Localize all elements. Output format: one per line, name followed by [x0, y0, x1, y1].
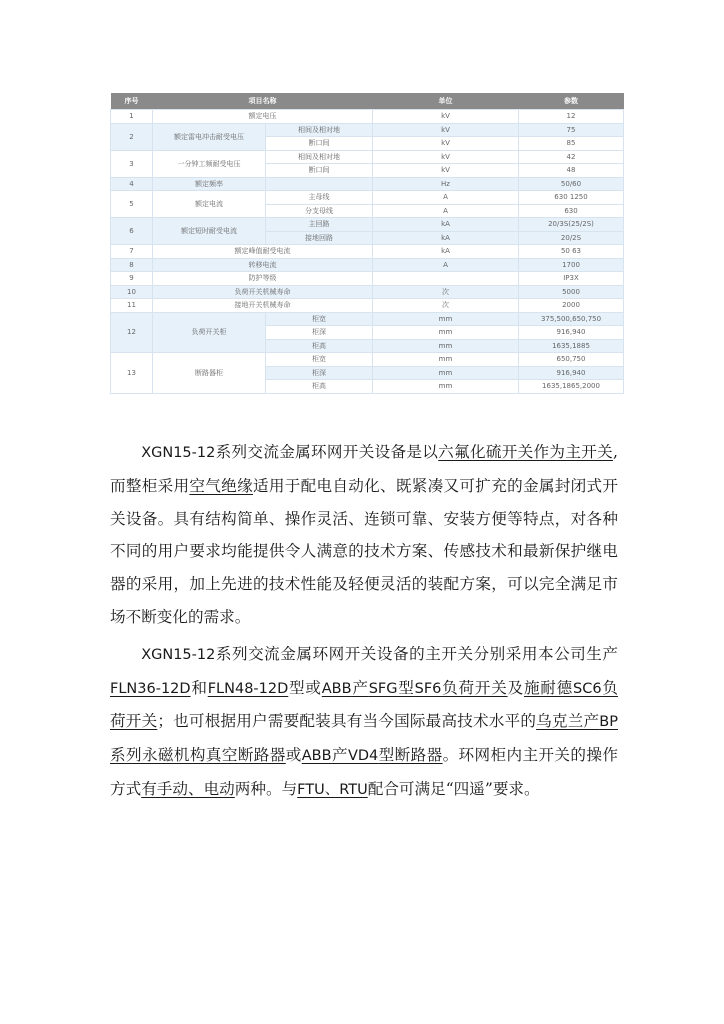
row-name: 额定峰值耐受电流: [153, 245, 373, 259]
row-subname: 主母线: [266, 191, 373, 205]
underlined-term: VD4: [347, 748, 379, 765]
table-row: [111, 299, 624, 313]
row-value: 5000: [519, 285, 624, 299]
row-value: 1635,1885: [519, 339, 624, 353]
row-unit: mm: [373, 366, 519, 380]
row-no: 7: [111, 245, 153, 259]
row-unit: Hz: [373, 177, 519, 191]
row-value: 75: [519, 123, 624, 137]
table-row: [111, 150, 624, 164]
row-unit: mm: [373, 380, 519, 394]
description-text: [110, 436, 618, 807]
row-no: 3: [111, 150, 153, 177]
row-name: 接地开关机械寿命: [153, 299, 373, 313]
row-subname: 柜宽: [266, 353, 373, 367]
row-no: 12: [111, 312, 153, 353]
row-value: 916,940: [519, 326, 624, 340]
row-value: 85: [519, 137, 624, 151]
row-subname: 断口间: [266, 164, 373, 178]
row-name: 额定雷电冲击耐受电压: [153, 123, 266, 150]
row-no: 5: [111, 191, 153, 218]
row-value: 20/2S: [519, 231, 624, 245]
text-span: ,而整柜采用: [110, 443, 618, 495]
row-value: 1635,1865,2000: [519, 380, 624, 394]
text-span: 和: [190, 678, 208, 697]
row-unit: mm: [373, 312, 519, 326]
underlined-term: FTU、RTU: [297, 781, 368, 798]
row-name: 断路器柜: [153, 353, 266, 394]
underlined-term: SC6: [573, 680, 602, 697]
table-row: [111, 245, 624, 259]
row-name: 额定频率: [153, 177, 266, 191]
text-span: XGN15-12: [141, 445, 216, 461]
table-row: [111, 258, 624, 272]
row-name: 额定短时耐受电流: [153, 218, 266, 245]
row-unit: kV: [373, 123, 519, 137]
underlined-term: 型断路器: [378, 746, 443, 765]
text-span: 或: [285, 746, 302, 765]
underlined-term: FLN48-12D: [207, 680, 289, 697]
row-no: 11: [111, 299, 153, 313]
row-value: 1700: [519, 258, 624, 272]
row-subname: 接地回路: [266, 231, 373, 245]
underlined-term: 有手动、电动: [141, 779, 235, 798]
row-subname: 柜高: [266, 339, 373, 353]
row-unit: kV: [373, 137, 519, 151]
row-no: 9: [111, 272, 153, 286]
table-row: [111, 312, 624, 326]
row-subname: 柜深: [266, 366, 373, 380]
row-subname: 相间及相对地: [266, 150, 373, 164]
row-unit: mm: [373, 339, 519, 353]
text-span: 及: [507, 678, 524, 697]
row-unit: kA: [373, 245, 519, 259]
row-no: 8: [111, 258, 153, 272]
row-unit: 次: [373, 299, 519, 313]
row-no: 13: [111, 353, 153, 394]
row-unit: A: [373, 204, 519, 218]
underlined-term: 负荷开关: [441, 678, 508, 697]
underlined-term: 施耐德: [523, 678, 574, 697]
underlined-term: 空气绝缘: [189, 476, 253, 495]
row-value: 48: [519, 164, 624, 178]
row-subname: 分支母线: [266, 204, 373, 218]
header-unit: 单位: [373, 93, 519, 110]
row-name: 一分钟工频耐受电压: [153, 150, 266, 177]
row-subname: [266, 177, 373, 191]
row-value: 916,940: [519, 366, 624, 380]
paragraph-intro: [110, 436, 618, 634]
row-unit: kA: [373, 231, 519, 245]
row-value: 375,500,650,750: [519, 312, 624, 326]
row-value: 42: [519, 150, 624, 164]
row-name: 负荷开关机械寿命: [153, 285, 373, 299]
underlined-term: 系列永磁机构真空断路器: [110, 746, 286, 765]
row-no: 1: [111, 110, 153, 124]
row-subname: 主回路: [266, 218, 373, 232]
row-no: 6: [111, 218, 153, 245]
table-row: [111, 177, 624, 191]
text-span: 系列交流金属环网开关设备的主开关分别采用本公司生产: [215, 644, 618, 663]
underlined-term: 产: [351, 678, 369, 697]
text-span: 型或: [288, 678, 322, 697]
row-unit: kA: [373, 218, 519, 232]
row-subname: 柜宽: [266, 312, 373, 326]
text-span: 两种。与: [234, 779, 298, 798]
header-value: 参数: [519, 93, 624, 110]
row-unit: kV: [373, 150, 519, 164]
text-span: 。环网柜内主开关的操作方式: [110, 746, 618, 798]
row-value: 630 1250: [519, 191, 624, 205]
row-value: IP3X: [519, 272, 624, 286]
row-name: 额定电流: [153, 191, 266, 218]
underlined-term: SF6: [414, 680, 442, 697]
row-unit: A: [373, 191, 519, 205]
row-unit: mm: [373, 353, 519, 367]
table-row: [111, 191, 624, 205]
underlined-term: 产: [331, 746, 348, 765]
underlined-term: 负荷开关: [110, 678, 618, 731]
row-name: 额定电压: [153, 110, 373, 124]
row-unit: 次: [373, 285, 519, 299]
underlined-term: 乌克兰产: [536, 712, 600, 731]
text-span: XGN15-12: [141, 646, 216, 663]
row-subname: 柜深: [266, 326, 373, 340]
row-subname: 柜高: [266, 380, 373, 394]
row-no: 4: [111, 177, 153, 191]
row-value: 50/60: [519, 177, 624, 191]
underlined-term: ABB: [321, 680, 352, 697]
row-unit: A: [373, 258, 519, 272]
underlined-term: FLN36-12D: [110, 680, 191, 697]
row-unit: mm: [373, 326, 519, 340]
row-value: 630: [519, 204, 624, 218]
text-span: 配合可满足“四遥”要求。: [367, 779, 540, 798]
table-row: [111, 110, 624, 124]
row-subname: 相间及相对地: [266, 123, 373, 137]
row-name: 防护等级: [153, 272, 373, 286]
header-item: 项目名称: [153, 93, 373, 110]
underlined-term: 六氟化硫开关作为主开关: [438, 443, 614, 461]
underlined-term: ABB: [301, 748, 332, 765]
table-header-row: [111, 93, 624, 110]
underlined-term: BP: [599, 714, 618, 731]
underlined-term: SFG: [368, 680, 398, 697]
table-row: [111, 272, 624, 286]
row-value: 650,750: [519, 353, 624, 367]
row-value: 20/3S(25/2S): [519, 218, 624, 232]
table-row: [111, 353, 624, 367]
table-row: [111, 218, 624, 232]
row-unit: kV: [373, 164, 519, 178]
header-no: 序号: [111, 93, 153, 110]
paragraph-main-switch: [110, 638, 618, 807]
row-unit: [373, 272, 519, 286]
text-span: 适用于配电自动化、既紧凑又可扩充的金属封闭式开关设备。具有结构简单、操作灵活、连锁可靠、安装方便等特点，对各种不同的用户要求均能提供令人满意的技术方案、传感技术和最新保护继电器的采用，加上先进的技术性能及轻便灵活的装配方案，可以完全满足市场不断变化的需求。: [110, 476, 618, 626]
text-span: ；也可根据用户需要配装具有当今国际最高技术水平的: [157, 712, 537, 731]
spec-table: [110, 93, 624, 394]
row-no: 10: [111, 285, 153, 299]
row-name: 负荷开关柜: [153, 312, 266, 353]
text-span: 系列交流金属环网开关设备是以: [215, 443, 439, 461]
underlined-term: 型: [397, 678, 415, 697]
table-row: [111, 123, 624, 137]
table-row: [111, 285, 624, 299]
row-unit: kV: [373, 110, 519, 124]
row-no: 2: [111, 123, 153, 150]
row-name: 转移电流: [153, 258, 373, 272]
row-value: 12: [519, 110, 624, 124]
row-value: 2000: [519, 299, 624, 313]
row-value: 50 63: [519, 245, 624, 259]
row-subname: 断口间: [266, 137, 373, 151]
